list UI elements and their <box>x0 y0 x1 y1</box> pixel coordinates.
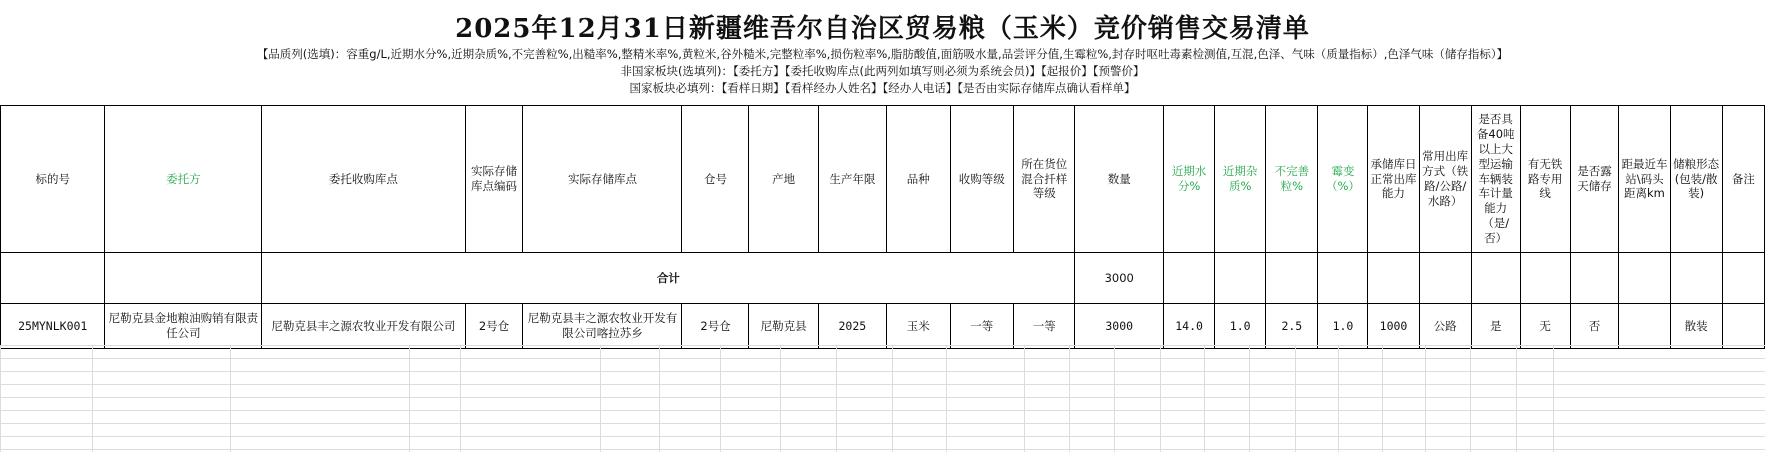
header-cell[interactable]: 距最近车站\码头距离km <box>1619 106 1670 253</box>
grid-line <box>1470 345 1471 452</box>
purchase-grade-cell[interactable]: 一等 <box>950 304 1014 349</box>
grid-line <box>1295 345 1296 452</box>
header-row <box>1 106 1765 253</box>
header-cell[interactable]: 生产年限 <box>818 106 886 253</box>
production-year-cell[interactable]: 2025 <box>818 304 886 349</box>
table-cell[interactable] <box>1318 253 1368 304</box>
grid-line <box>1204 345 1205 452</box>
impurity-cell[interactable]: 1.0 <box>1215 304 1266 349</box>
purchase-depot-cell[interactable]: 尼勒克县丰之源农牧业开发有限公司 <box>262 304 465 349</box>
grid-line <box>1425 345 1426 452</box>
header-cell[interactable]: 常用出库方式（铁路/公路/水路） <box>1419 106 1471 253</box>
grid-line <box>1069 345 1070 452</box>
table-cell[interactable] <box>1164 253 1215 304</box>
summary-row <box>1 253 1765 304</box>
grid-line <box>1516 345 1517 452</box>
imperfect-grain-cell[interactable]: 2.5 <box>1266 304 1318 349</box>
header-cell[interactable]: 收购等级 <box>950 106 1014 253</box>
header-cell[interactable]: 近期水分% <box>1164 106 1215 253</box>
header-cell[interactable]: 数量 <box>1075 106 1164 253</box>
grid-line <box>1382 345 1383 452</box>
header-cell[interactable]: 不完善粒% <box>1266 106 1318 253</box>
grid-line <box>600 345 601 452</box>
railway-line-cell[interactable]: 无 <box>1520 304 1570 349</box>
non-national-columns-note: 非国家板块(选填列)：【委托方】【委托收购库点(此两列如填写则必须为系统会员)】【起报价】【预警价】 <box>620 64 1145 78</box>
table-cell[interactable] <box>1570 253 1619 304</box>
quantity-cell[interactable]: 3000 <box>1075 304 1164 349</box>
warehouse-number-cell[interactable]: 2号仓 <box>682 304 749 349</box>
table-cell[interactable] <box>1670 253 1722 304</box>
header-cell[interactable]: 是否具备40吨以上大型运输车辆装车计量能力（是/否） <box>1471 106 1520 253</box>
grid-line <box>1249 345 1250 452</box>
heavy-truck-cell[interactable]: 是 <box>1471 304 1520 349</box>
grid-line <box>780 345 781 452</box>
header-cell[interactable]: 实际存储库点编码 <box>465 106 523 253</box>
grid-line <box>1114 345 1115 452</box>
moisture-cell[interactable]: 14.0 <box>1164 304 1215 349</box>
header-cell[interactable]: 是否露天储存 <box>1570 106 1619 253</box>
listing-table <box>0 105 1765 349</box>
grid-line <box>1024 345 1025 452</box>
open-air-cell[interactable]: 否 <box>1570 304 1619 349</box>
storage-form-cell[interactable]: 散装 <box>1670 304 1722 349</box>
quality-columns-note: 【品质列(选填)：容重g/L,近期水分%,近期杂质%,不完善粒%,出糙率%,整精米率%,黄粒米,谷外糙米,完整粒率%,损伤粒率%,脂肪酸值,面筋吸水量,品尝评分值,生霉粒%,封存时呕吐毒素检测值,互混,色泽、气味（质量指标）,色泽气味（储存指标）】 <box>256 47 1509 61</box>
variety-cell[interactable]: 玉米 <box>886 304 950 349</box>
table-cell[interactable] <box>1215 253 1266 304</box>
total-quantity[interactable]: 3000 <box>1075 253 1164 304</box>
sample-grade-cell[interactable]: 一等 <box>1014 304 1075 349</box>
table-cell[interactable] <box>105 253 262 304</box>
grid-line <box>720 345 721 452</box>
header-cell[interactable]: 仓号 <box>682 106 749 253</box>
storage-depot-cell[interactable]: 尼勒克县丰之源农牧业开发有限公司喀拉苏乡 <box>523 304 682 349</box>
title-block <box>0 0 1765 106</box>
grid-line <box>460 345 461 452</box>
national-required-columns-note: 国家板块必填列：【看样日期】【看样经办人姓名】【经办人电话】【是否由实际存储库点确认看样单】 <box>629 81 1136 95</box>
table-cell[interactable] <box>1419 253 1471 304</box>
origin-cell[interactable]: 尼勒克县 <box>749 304 818 349</box>
table-cell[interactable] <box>1520 253 1570 304</box>
lot-number-cell[interactable]: 25MYNLK001 <box>1 304 105 349</box>
grid-line <box>946 345 947 452</box>
header-cell[interactable]: 所在货位混合扦样等级 <box>1014 106 1075 253</box>
header-cell[interactable]: 储粮形态(包装/散装) <box>1670 106 1722 253</box>
table-row <box>1 304 1765 349</box>
header-cell[interactable]: 委托方 <box>105 106 262 253</box>
consignor-cell[interactable]: 尼勒克县金地粮油购销有限责任公司 <box>105 304 262 349</box>
header-cell[interactable]: 实际存储库点 <box>523 106 682 253</box>
table-cell[interactable] <box>1722 253 1764 304</box>
table-cell[interactable] <box>1368 253 1419 304</box>
empty-grid-area[interactable] <box>0 345 1765 452</box>
header-cell[interactable]: 近期杂质% <box>1215 106 1266 253</box>
grid-line <box>230 345 231 452</box>
grid-line <box>1553 345 1554 452</box>
header-cell[interactable]: 委托收购库点 <box>262 106 465 253</box>
header-cell[interactable]: 承储库日正常出库能力 <box>1368 106 1419 253</box>
header-cell[interactable]: 有无铁路专用线 <box>1520 106 1570 253</box>
table-cell[interactable] <box>1266 253 1318 304</box>
transport-mode-cell[interactable]: 公路 <box>1419 304 1471 349</box>
grid-line <box>892 345 893 452</box>
depot-code-cell[interactable]: 2号仓 <box>465 304 523 349</box>
header-cell[interactable]: 品种 <box>886 106 950 253</box>
grid-line <box>1160 345 1161 452</box>
header-cell[interactable]: 标的号 <box>1 106 105 253</box>
header-cell[interactable]: 备注 <box>1722 106 1764 253</box>
header-cell[interactable]: 产地 <box>749 106 818 253</box>
grid-line <box>1338 345 1339 452</box>
total-label[interactable]: 合计 <box>262 253 1075 304</box>
daily-capacity-cell[interactable]: 1000 <box>1368 304 1419 349</box>
remark-cell[interactable] <box>1722 304 1764 349</box>
header-cell[interactable]: 霉变（%） <box>1318 106 1368 253</box>
grid-line <box>836 345 837 452</box>
table-cell[interactable] <box>1619 253 1670 304</box>
mildew-cell[interactable]: 1.0 <box>1318 304 1368 349</box>
distance-cell[interactable] <box>1619 304 1670 349</box>
page-title: 2025年12月31日新疆维吾尔自治区贸易粮（玉米）竞价销售交易清单 <box>455 14 1310 44</box>
table-cell[interactable] <box>1 253 105 304</box>
table-cell[interactable] <box>1471 253 1520 304</box>
grid-line <box>409 345 410 452</box>
grid-line <box>659 345 660 452</box>
grid-line <box>92 345 93 452</box>
